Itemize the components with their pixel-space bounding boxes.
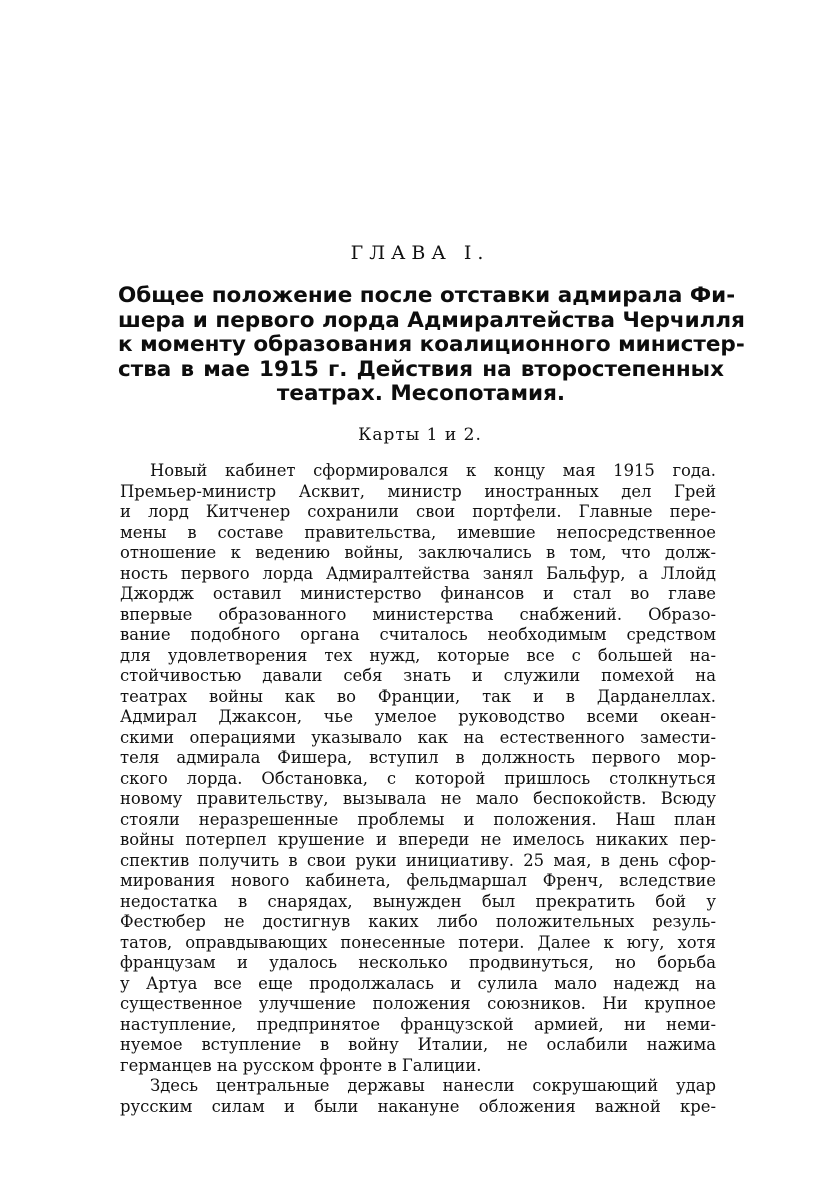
text-line: стояли неразрешенные проблемы и положения. Наш план <box>120 809 716 829</box>
text-line: Адмирал Джаксон, чье умелое руководство всеми океан- <box>120 707 716 726</box>
text-line: стойчивостью давали себя знать и служили помехой на <box>120 666 716 685</box>
text-line: новому правительству, вызывала не мало беспокойств. Всюду <box>120 789 716 808</box>
text-line: существенное улучшение положения союзников. Ни крупное <box>120 994 716 1013</box>
chapter-title <box>118 283 745 407</box>
text-line: у Артуа все еще продолжалась и сулила мало надежд на <box>120 973 716 993</box>
text-line: Джордж оставил министерство финансов и стал во главе <box>120 584 716 603</box>
text-line: наступление, предпринятое французской армией, ни неми- <box>120 1014 716 1034</box>
chapter-title-line: к моменту образования коалиционного министер- <box>118 332 745 357</box>
text-line: недостатка в снарядах, вынужден был прекратить бой у <box>120 891 716 911</box>
chapter-title-line: театрах. Месопотамия. <box>276 381 566 406</box>
text-line: германцев на русском фронте в Галиции. <box>120 1055 482 1075</box>
text-line: мирования нового кабинета, фельдмаршал Френч, вследствие <box>120 871 716 890</box>
chapter-title-line: ства в мае 1915 г. Действия на второстепенных <box>118 356 724 382</box>
chapter-label: ГЛАВА I. <box>350 242 490 264</box>
text-line: скими операциями указывало как на естественного замести- <box>120 727 716 747</box>
maps-reference: Карты 1 и 2. <box>358 425 482 445</box>
text-line: ского лорда. Обстановка, с которой пришлось столкнуться <box>120 768 716 788</box>
text-line: впервые образованного министерства снабжений. Образо- <box>120 604 716 624</box>
text-line: ность первого лорда Адмиралтейства занял Бальфур, а Ллойд <box>120 563 716 583</box>
text-line: нуемое вступление в войну Италии, не ослабили нажима <box>120 1035 716 1054</box>
body-text <box>120 461 716 1117</box>
chapter-title-line: Общее положение после отставки адмирала Фи- <box>118 283 736 308</box>
text-line: французам и удалось несколько продвинуться, но борьба <box>120 953 716 972</box>
text-line: Фестюбер не достигнув каких либо положительных резуль- <box>120 912 716 931</box>
text-line: теля адмирала Фишера, вступил в должность первого мор- <box>120 748 716 767</box>
text-line: театрах войны как во Франции, так и в Дарданеллах. <box>120 686 716 706</box>
text-line: Премьер-министр Асквит, министр иностранных дел Грей <box>120 481 716 501</box>
text-line: спектив получить в свои руки инициативу. 25 мая, в день сфор- <box>120 850 716 870</box>
text-line: русским силам и были накануне обложения важной кре- <box>120 1096 716 1116</box>
text-line: и лорд Китченер сохранили свои портфели. Главные пере- <box>120 502 716 521</box>
text-line: отношение к ведению войны, заключались в том, что долж- <box>120 543 716 562</box>
text-line: мены в составе правительства, имевшие непосредственное <box>120 522 716 542</box>
text-line: татов, оправдывающих понесенные потери. Далее к югу, хотя <box>120 932 716 952</box>
text-line: для удовлетворения тех нужд, которые все с большей на- <box>120 645 716 665</box>
text-line: вание подобного органа считалось необходимым средством <box>120 625 716 644</box>
text-line: войны потерпел крушение и впереди не имелось никаких пер- <box>120 830 716 849</box>
chapter-title-line: шера и первого лорда Адмиралтейства Черчилля <box>118 307 745 333</box>
text-line: Новый кабинет сформировался к концу мая 1915 года. <box>150 461 716 480</box>
text-line: Здесь центральные державы нанесли сокрушающий удар <box>150 1076 716 1095</box>
